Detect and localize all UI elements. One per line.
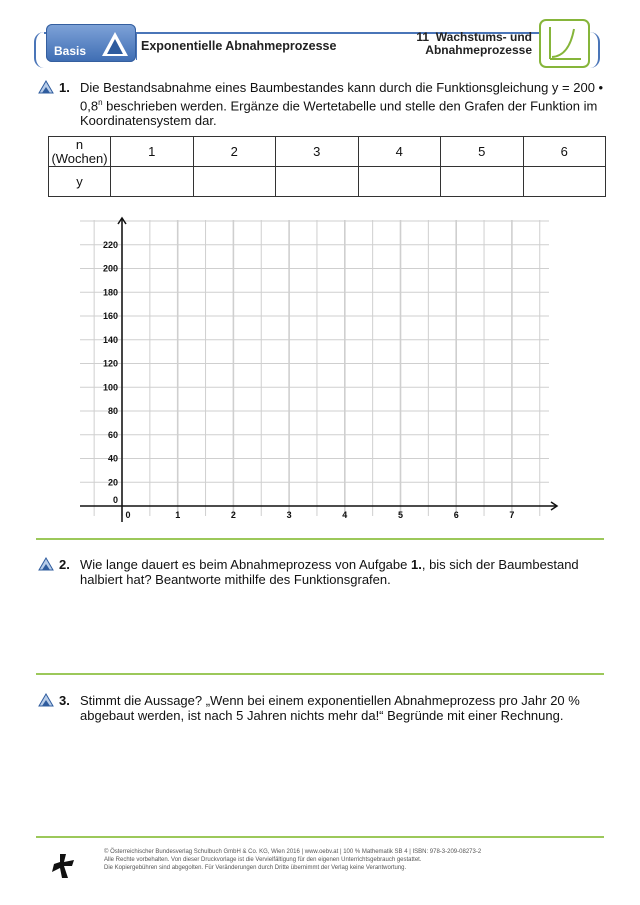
difficulty-icon: [38, 557, 54, 571]
y-tick-label: 140: [102, 334, 118, 345]
basis-label: Basis: [54, 44, 87, 58]
footer-line3: Die Kopiergebühren sind abgegolten. Für Veränderungen durch Dritte übernimmt der Verlag keine Verantwortung.: [104, 865, 407, 871]
task-1-line3: Koordinatensystem dar.: [80, 113, 217, 129]
table-cell-n4: 4: [358, 137, 441, 167]
footer-text: [104, 848, 481, 872]
y-tick-label: 40: [107, 453, 118, 464]
y-tick-label: 160: [102, 311, 118, 321]
publisher-logo-icon: [50, 852, 78, 880]
y-tick-label: 180: [102, 287, 118, 298]
task-3-text: [80, 693, 610, 723]
chapter-title-line1: Wachstums- und: [435, 30, 532, 44]
y-tick-label: 0: [112, 495, 118, 505]
y-tick-label: 120: [102, 358, 118, 369]
divider-1: [36, 538, 604, 540]
table-header-n-label: n: [75, 136, 84, 152]
task-2-line1: [80, 557, 610, 572]
x-tick-label: 6: [453, 510, 459, 520]
x-tick-label: 1: [175, 510, 181, 520]
task-1-base: 0,8: [80, 98, 99, 114]
footer-line2: Alle Rechte vorbehalten. Von dieser Druckvorlage ist die Vervielfältigung für den eigenen Unterrichtsgebrauch gestattet.: [104, 857, 422, 863]
task-1-line2-rest: beschrieben werden. Ergänze die Wertetabelle und stelle den Grafen der Funktion im: [102, 98, 598, 114]
x-tick-label: 4: [342, 510, 348, 520]
x-tick-label: 2: [230, 510, 236, 520]
table-cell-n2: 2: [193, 137, 276, 167]
task-2-line1-end: , bis sich der Baumbestand: [421, 557, 579, 572]
table-header-n-unit: (Wochen): [51, 150, 108, 166]
task-1-number: 1.: [59, 80, 70, 95]
task-3-line1: Stimmt die Aussage? „Wenn bei einem exponentiellen Abnahmeprozess pro Jahr 20 %: [80, 693, 580, 708]
y-tick-label: 200: [102, 263, 118, 274]
divider-2: [36, 673, 604, 675]
x-tick-label: 7: [509, 510, 515, 520]
x-tick-label: 0: [125, 510, 131, 520]
task-2-line1-start: Wie lange dauert es beim Abnahmeprozess von Aufgabe: [80, 557, 411, 572]
chapter-title-line2: Abnahmeprozesse: [425, 43, 532, 57]
y-tick-label: 20: [107, 477, 118, 488]
footer-line1: © Österreichischer Bundesverlag Schulbuch GmbH & Co. KG, Wien 2016 | www.oebv.at | 100 % Mathematik SB 4 | ISBN: 978-3-209-08273-2: [104, 849, 482, 855]
task-2-number: 2.: [59, 557, 70, 572]
page-title: Exponentielle Abnahmeprozesse: [141, 39, 337, 53]
task-1-line1: Die Bestandsabnahme eines Baumbestandes kann durch die Funktionsgleichung y = 200 •: [80, 80, 604, 95]
table-cell-n3: 3: [276, 137, 359, 167]
chapter-number: 11: [416, 30, 430, 44]
y-tick-label: 100: [102, 382, 118, 393]
task-1-exponent: n: [98, 98, 103, 107]
table-cell-n5: 5: [441, 137, 524, 167]
task-3-number: 3.: [59, 693, 70, 708]
x-tick-label: 5: [397, 510, 404, 520]
divider-3: [36, 836, 604, 838]
task-3-line2: abgebaut werden, ist nach 5 Jahren nichts mehr da!“ Begründe mit einer Rechnung.: [80, 708, 564, 723]
y-tick-label: 220: [102, 239, 118, 250]
x-tick-label: 3: [286, 510, 292, 520]
task-2-line2: halbiert hat? Beantworte mithilfe des Funktionsgrafen.: [80, 572, 391, 587]
y-tick-label: 60: [107, 429, 118, 440]
difficulty-icon: [38, 693, 54, 707]
task-2-ref: 1.: [411, 557, 422, 572]
table-cell-n1: 1: [111, 137, 194, 167]
table-header-y: y: [49, 167, 111, 197]
task-2-text: [80, 557, 610, 587]
table-cell-n6: 6: [523, 137, 606, 167]
y-tick-label: 80: [107, 406, 118, 416]
